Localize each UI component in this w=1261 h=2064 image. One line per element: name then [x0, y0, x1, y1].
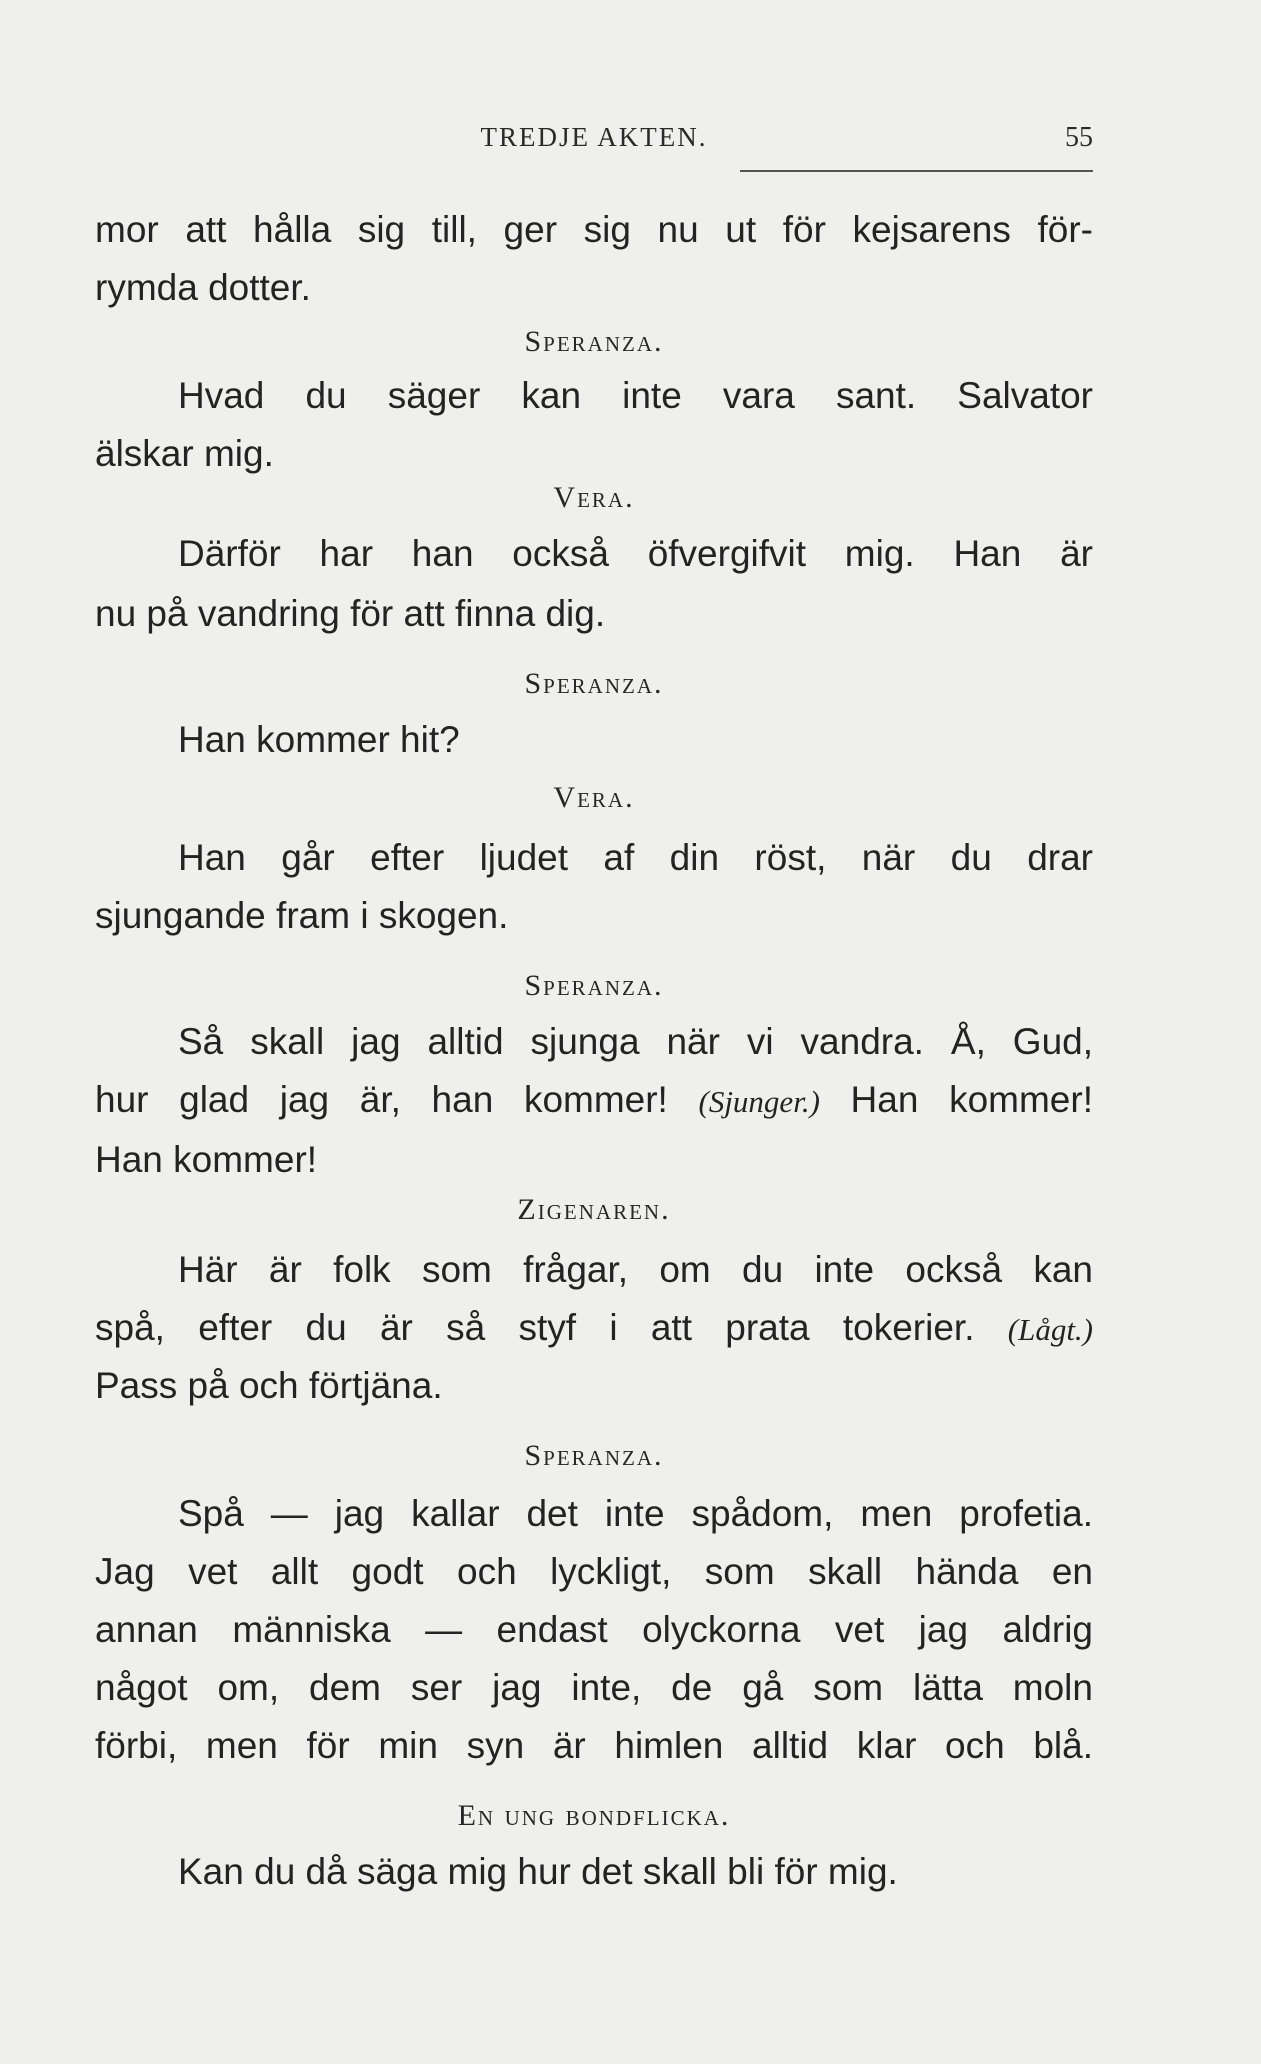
text-line: Han kommer hit?	[178, 719, 460, 760]
speaker-name: Vera.	[553, 781, 635, 814]
text-line: Han kommer!	[95, 1139, 318, 1180]
text-line	[95, 1078, 1093, 1122]
text-span: hur glad jag är, han kommer!	[95, 1079, 699, 1120]
text-line: Kan du då säga mig hur det skall bli för mig.	[178, 1851, 898, 1892]
stage-direction: (Lågt.)	[1007, 1312, 1093, 1347]
running-title: TREDJE AKTEN.	[480, 122, 708, 152]
text-line	[95, 1306, 1093, 1350]
text-line: Jag vet allt godt och lyckligt, som skall hända en	[95, 1551, 1093, 1592]
text-line: Därför har han också öfvergifvit mig. Han är	[178, 533, 1093, 574]
text-line: Pass på och förtjäna.	[95, 1365, 443, 1406]
text-line: annan människa — endast olyckorna vet jag aldrig	[95, 1609, 1093, 1650]
speaker-name: En ung bondflicka.	[457, 1799, 731, 1832]
stage-direction: (Sjunger.)	[698, 1084, 820, 1119]
speaker-name: Speranza.	[524, 667, 664, 700]
speaker-name: Speranza.	[524, 325, 664, 358]
speaker-name: Vera.	[553, 481, 635, 514]
text-line: Hvad du säger kan inte vara sant. Salvator	[178, 375, 1093, 416]
running-head	[95, 122, 1093, 162]
text-line: Spå — jag kallar det inte spådom, men profetia.	[178, 1493, 1093, 1534]
text-line: sjungande fram i skogen.	[95, 895, 509, 936]
text-line: älskar mig.	[95, 433, 274, 474]
speaker-name: Speranza.	[524, 969, 664, 1002]
text-line: Han går efter ljudet af din röst, när du drar	[178, 837, 1093, 878]
text-line: Så skall jag alltid sjunga när vi vandra. Å, Gud,	[178, 1021, 1093, 1062]
text-line: mor att hålla sig till, ger sig nu ut för kejsarens för-	[95, 209, 1093, 250]
speaker-name: Zigenaren.	[517, 1193, 671, 1226]
page-number: 55	[1065, 122, 1093, 153]
text-line: nu på vandring för att finna dig.	[95, 593, 606, 634]
text-span: spå, efter du är så styf i att prata tokerier.	[95, 1307, 1008, 1348]
text-line: förbi, men för min syn är himlen alltid klar och blå.	[95, 1725, 1093, 1766]
speaker-name: Speranza.	[524, 1439, 664, 1472]
text-line: rymda dotter.	[95, 267, 311, 308]
text-line: Här är folk som frågar, om du inte också kan	[178, 1249, 1093, 1290]
header-rule	[740, 170, 1093, 172]
text-line: något om, dem ser jag inte, de gå som lätta moln	[95, 1667, 1093, 1708]
text-span: Han kommer!	[819, 1079, 1093, 1120]
